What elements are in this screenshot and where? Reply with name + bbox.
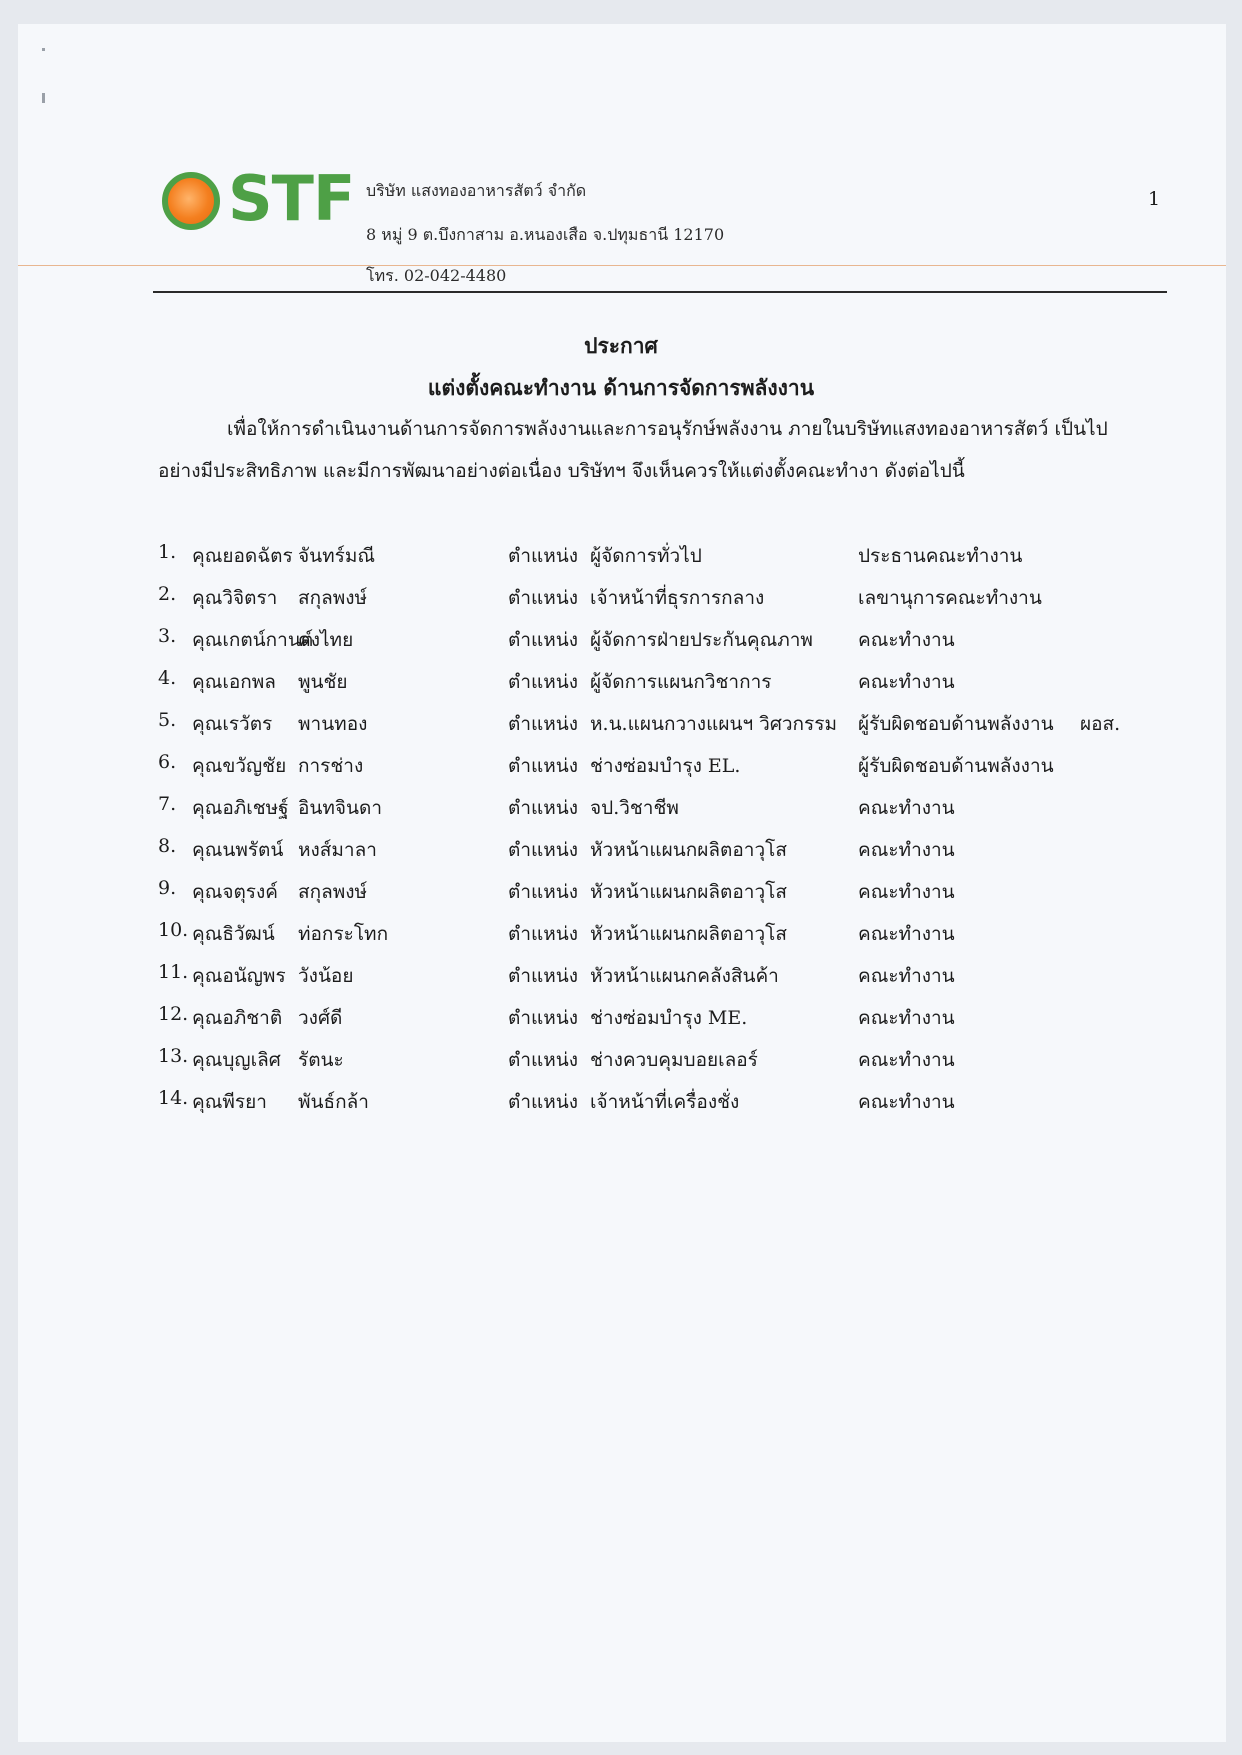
member-position: ช่างควบคุมบอยเลอร์ (590, 1049, 758, 1071)
header-rule (153, 291, 1167, 293)
position-label: ตำแหน่ง (508, 629, 579, 651)
member-row (158, 1087, 1168, 1119)
member-row (158, 1045, 1168, 1077)
member-first-name: คุณจตุรงค์ (192, 881, 279, 903)
company-address: 8 หมู่ 9 ต.บึงกาสาม อ.หนองเสือ จ.ปทุมธานี 12170 (366, 225, 725, 244)
member-position: หัวหน้าแผนกผลิตอาวุโส (590, 881, 787, 903)
member-last-name: วงศ์ดี (298, 1007, 343, 1029)
position-label: ตำแหน่ง (508, 1091, 579, 1113)
member-row (158, 625, 1168, 657)
member-last-name: คงไทย (298, 629, 354, 651)
member-last-name: พูนชัย (298, 671, 348, 693)
member-role: คณะทำงาน (858, 881, 955, 903)
position-label: ตำแหน่ง (508, 797, 579, 819)
member-last-name: วังน้อย (298, 965, 354, 987)
header-divider (18, 265, 1226, 266)
logo-circle-icon (162, 172, 220, 230)
member-row (158, 835, 1168, 867)
intro-paragraph-line1: เพื่อให้การดำเนินงานด้านการจัดการพลังงานและการอนุรักษ์พลังงาน ภายในบริษัทแสงทองอาหารสัตว์ เป็นไป (227, 418, 1108, 440)
member-number: 9. (158, 877, 177, 899)
member-last-name: ท่อกระโทก (298, 923, 389, 945)
position-label: ตำแหน่ง (508, 839, 579, 861)
member-role: คณะทำงาน (858, 1091, 955, 1113)
member-number: 13. (158, 1045, 189, 1067)
member-role: คณะทำงาน (858, 797, 955, 819)
member-role: คณะทำงาน (858, 629, 955, 651)
member-position: หัวหน้าแผนกคลังสินค้า (590, 965, 779, 987)
member-role: คณะทำงาน (858, 965, 955, 987)
logo-text: STF (228, 162, 355, 235)
member-role: คณะทำงาน (858, 923, 955, 945)
member-number: 7. (158, 793, 177, 815)
member-position: เจ้าหน้าที่เครื่องชั่ง (590, 1091, 740, 1113)
member-first-name: คุณธิวัฒน์ (192, 923, 275, 945)
member-role: ผู้รับผิดชอบด้านพลังงาน (858, 713, 1054, 735)
member-number: 4. (158, 667, 177, 689)
member-row (158, 583, 1168, 615)
member-number: 6. (158, 751, 177, 773)
company-name: บริษัท แสงทองอาหารสัตว์ จำกัด (366, 181, 587, 200)
member-role: ประธานคณะทำงาน (858, 545, 1023, 567)
member-position: หัวหน้าแผนกผลิตอาวุโส (590, 923, 787, 945)
member-last-name: รัตนะ (298, 1049, 344, 1071)
member-first-name: คุณบุญเลิศ (192, 1049, 281, 1071)
member-last-name: พานทอง (298, 713, 368, 735)
member-last-name: พันธ์กล้า (298, 1091, 369, 1113)
member-first-name: คุณอภิเชษฐ์ (192, 797, 289, 819)
member-number: 8. (158, 835, 177, 857)
member-number: 2. (158, 583, 177, 605)
member-position: ผู้จัดการฝ่ายประกันคุณภาพ (590, 629, 813, 651)
member-position: ช่างซ่อมบำรุง EL. (590, 755, 741, 777)
position-label: ตำแหน่ง (508, 1007, 579, 1029)
member-number: 5. (158, 709, 177, 731)
member-role: คณะทำงาน (858, 839, 955, 861)
member-row (158, 919, 1168, 951)
announcement-title: ประกาศ (584, 333, 658, 358)
position-label: ตำแหน่ง (508, 713, 579, 735)
member-position: ช่างซ่อมบำรุง ME. (590, 1007, 748, 1029)
member-row (158, 541, 1168, 573)
member-role: คณะทำงาน (858, 671, 955, 693)
member-row (158, 1003, 1168, 1035)
member-first-name: คุณยอดฉัตร (192, 545, 293, 567)
page-number: 1 (1148, 188, 1161, 210)
member-first-name: คุณเกตน์กานต์ (192, 629, 314, 651)
position-label: ตำแหน่ง (508, 755, 579, 777)
position-label: ตำแหน่ง (508, 545, 579, 567)
member-row (158, 961, 1168, 993)
member-first-name: คุณขวัญชัย (192, 755, 287, 777)
member-number: 3. (158, 625, 177, 647)
position-label: ตำแหน่ง (508, 881, 579, 903)
position-label: ตำแหน่ง (508, 923, 579, 945)
member-role: คณะทำงาน (858, 1007, 955, 1029)
member-role: เลขานุการคณะทำงาน (858, 587, 1042, 609)
member-row (158, 667, 1168, 699)
member-position: จป.วิชาชีพ (590, 797, 679, 819)
member-last-name: สกุลพงษ์ (298, 881, 368, 903)
member-position: เจ้าหน้าที่ธุรการกลาง (590, 587, 765, 609)
member-last-name: การช่าง (298, 755, 364, 777)
member-position: หัวหน้าแผนกผลิตอาวุโส (590, 839, 787, 861)
member-role-note: ผอส. (1080, 713, 1121, 735)
position-label: ตำแหน่ง (508, 1049, 579, 1071)
member-first-name: คุณนพรัตน์ (192, 839, 284, 861)
stf-logo (162, 162, 355, 235)
member-row (158, 751, 1168, 783)
member-position: ผู้จัดการทั่วไป (590, 545, 702, 567)
member-number: 14. (158, 1087, 189, 1109)
member-last-name: หงส์มาลา (298, 839, 377, 861)
member-number: 11. (158, 961, 189, 983)
member-row (158, 793, 1168, 825)
member-first-name: คุณพีรยา (192, 1091, 267, 1113)
member-first-name: คุณเอกพล (192, 671, 276, 693)
member-last-name: อินทจินดา (298, 797, 383, 819)
scan-mark (42, 48, 45, 51)
company-phone: โทร. 02-042-4480 (366, 266, 507, 285)
member-last-name: สกุลพงษ์ (298, 587, 368, 609)
intro-paragraph-line2: อย่างมีประสิทธิภาพ และมีการพัฒนาอย่างต่อเนื่อง บริษัทฯ จึงเห็นควรให้แต่งตั้งคณะทำงา ดังต่อไปนี้ (158, 460, 965, 482)
member-first-name: คุณวิจิตรา (192, 587, 278, 609)
member-number: 10. (158, 919, 189, 941)
announcement-subtitle: แต่งตั้งคณะทำงาน ด้านการจัดการพลังงาน (427, 375, 815, 400)
member-number: 12. (158, 1003, 189, 1025)
position-label: ตำแหน่ง (508, 671, 579, 693)
member-row (158, 709, 1168, 741)
member-first-name: คุณอภิชาติ (192, 1007, 283, 1029)
member-row (158, 877, 1168, 909)
member-number: 1. (158, 541, 177, 563)
member-last-name: จันทร์มณี (298, 545, 376, 567)
member-first-name: คุณเรวัตร (192, 713, 273, 735)
scan-mark (42, 93, 45, 103)
position-label: ตำแหน่ง (508, 587, 579, 609)
member-role: คณะทำงาน (858, 1049, 955, 1071)
position-label: ตำแหน่ง (508, 965, 579, 987)
member-first-name: คุณอนัญพร (192, 965, 286, 987)
member-position: ผู้จัดการแผนกวิชาการ (590, 671, 772, 693)
member-role: ผู้รับผิดชอบด้านพลังงาน (858, 755, 1054, 777)
member-position: ห.น.แผนกวางแผนฯ วิศวกรรม (590, 713, 837, 735)
